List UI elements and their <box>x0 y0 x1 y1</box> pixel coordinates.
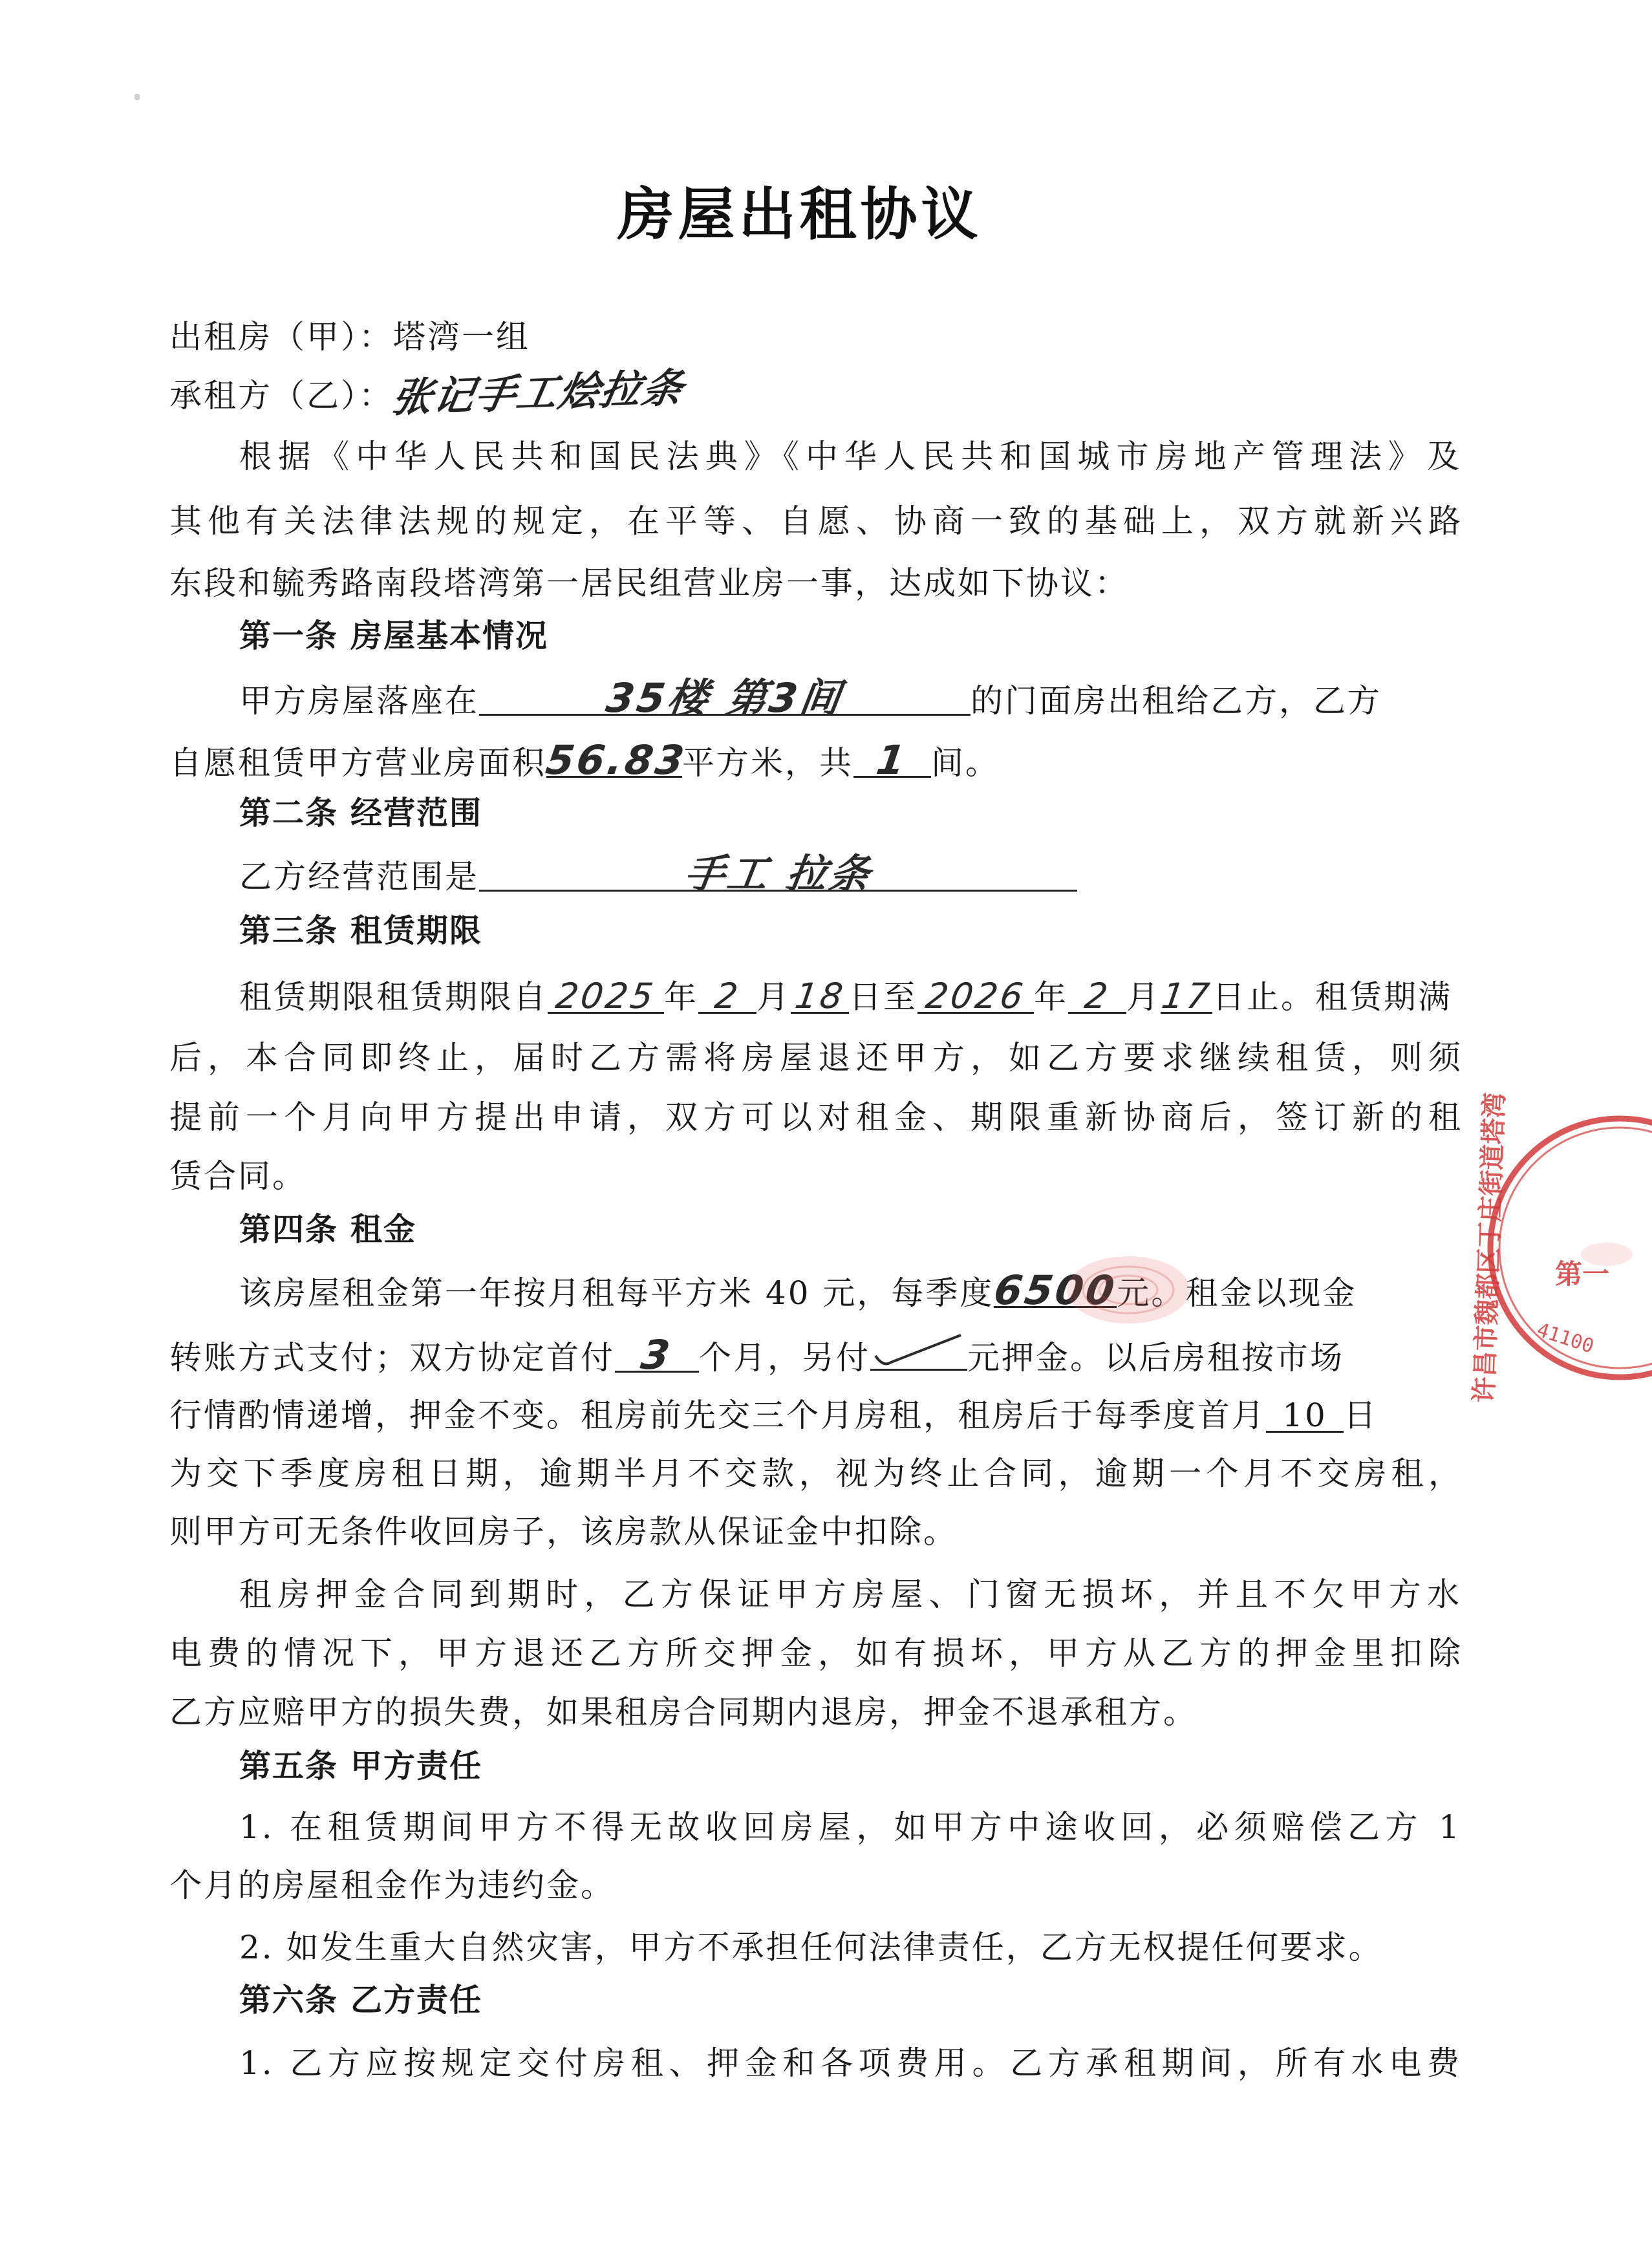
article-6-heading: 第六条 乙方责任 <box>239 1982 483 2019</box>
start-month-field <box>698 973 756 1014</box>
article-4-text-b: 元。租金以现金 <box>1117 1274 1357 1312</box>
article-1-line-1 <box>239 675 1461 724</box>
scope-field <box>479 850 1077 897</box>
official-seal-stamp <box>1458 1091 1652 1404</box>
start-year-field <box>548 973 664 1014</box>
article-3-text-a: 租赁期限租赁期限自 <box>239 978 548 1016</box>
end-year-handwritten: 2026 <box>923 976 1029 1016</box>
article-1-text-d: 平方米，共 <box>682 744 853 782</box>
party-a-name: 塔湾一组 <box>393 318 530 356</box>
pay-day-field <box>1266 1392 1344 1433</box>
article-3-line-4: 赁合同。 <box>169 1157 306 1195</box>
article-4-text-g: 日 <box>1344 1397 1378 1434</box>
article-6-item-1: 1. 乙方应按规定交付房租、押金和各项费用。乙方承租期间，所有水电费 <box>239 2044 1461 2082</box>
area-field <box>542 736 690 784</box>
article-4-line-5: 则甲方可无条件收回房子，该房款从保证金中扣除。 <box>169 1513 958 1550</box>
article-1-text-b: 的门面房出租给乙方，乙方 <box>971 682 1382 720</box>
article-4-text-d: 个月，另付 <box>699 1339 870 1377</box>
article-1-heading: 第一条 房屋基本情况 <box>239 617 549 654</box>
article-4-line-4: 为交下季度房租日期，逾期半月不交款，视为终止合同，逾期一个月不交房租， <box>169 1455 1463 1492</box>
article-3-heading: 第三条 租赁期限 <box>239 912 483 949</box>
article-4-para2-line-3: 乙方应赔甲方的损失费，如果租房合同期内退房，押金不退承租方。 <box>169 1693 1197 1731</box>
article-3-line-1 <box>239 973 1461 1020</box>
end-day-handwritten: 17 <box>1159 976 1214 1016</box>
year-unit: 年 <box>664 978 698 1016</box>
seal-code: 41100 <box>1534 1318 1597 1358</box>
seal-text-2: 第一 <box>1555 1258 1610 1290</box>
article-3-to: 日至 <box>849 978 917 1016</box>
pay-day-value: 10 <box>1282 1397 1327 1434</box>
party-a-line <box>169 314 1463 360</box>
deposit-strike-mark <box>870 1330 967 1369</box>
article-4-text-f: 行情酌情递增，押金不变。租房前先交三个月房租，租房后于每季度首月 <box>169 1397 1266 1434</box>
start-day-field <box>791 973 849 1014</box>
end-month-handwritten: 2 <box>1082 976 1113 1016</box>
month-unit: 月 <box>756 978 791 1016</box>
end-year-field <box>917 973 1034 1014</box>
first-months-handwritten: 3 <box>638 1331 676 1378</box>
start-month-handwritten: 2 <box>712 976 743 1016</box>
article-4-line-3 <box>169 1392 1463 1439</box>
article-3-text-b: 日止。租赁期满 <box>1212 978 1452 1016</box>
fingerprint-mark <box>1060 1251 1196 1329</box>
article-3-line-3: 提前一个月向甲方提出申请，双方可以对租金、期限重新协商后，签订新的租 <box>169 1098 1463 1136</box>
article-3-line-2: 后，本合同即终止，届时乙方需将房屋退还甲方，如乙方要求继续租赁，则须 <box>169 1039 1463 1077</box>
article-4-line-2 <box>169 1330 1463 1381</box>
article-1-text-a: 甲方房屋落座在 <box>239 682 479 720</box>
article-4-text-c: 转账方式支付；双方协定首付 <box>169 1339 615 1377</box>
location-handwritten: 35楼 第3间 <box>603 674 846 722</box>
article-5-heading: 第五条 甲方责任 <box>239 1748 483 1784</box>
preamble-line-3: 东段和毓秀路南段塔湾第一居民组营业房一事，达成如下协议： <box>169 564 1129 602</box>
article-4-para2-line-2: 电费的情况下，甲方退还乙方所交押金，如有损坏，甲方从乙方的押金里扣除 <box>169 1634 1463 1672</box>
quarterly-rent-handwritten: 6500 <box>991 1267 1120 1314</box>
article-1-text-e: 间。 <box>931 744 1000 782</box>
article-2-line-1 <box>239 851 1461 900</box>
month-unit: 月 <box>1126 978 1161 1016</box>
article-2-text-a: 乙方经营范围是 <box>239 858 479 895</box>
start-year-handwritten: 2025 <box>553 976 659 1016</box>
article-4-heading: 第四条 租金 <box>239 1211 417 1248</box>
document-title: 房屋出租协议 <box>617 181 982 248</box>
end-month-field <box>1068 973 1126 1014</box>
start-day-handwritten: 18 <box>792 976 848 1016</box>
scope-handwritten: 手工 拉条 <box>681 850 875 897</box>
article-1-text-c: 自愿租赁甲方营业房面积 <box>169 744 546 782</box>
article-4-text-a: 该房屋租金第一年按月租每平方米 40 元，每季度 <box>239 1274 994 1312</box>
location-field <box>479 674 971 722</box>
article-5-item-1-line-1: 1. 在租赁期间甲方不得无故收回房屋，如甲方中途收回，必须赔偿乙方 1 <box>239 1808 1461 1846</box>
area-handwritten: 56.83 <box>542 736 690 784</box>
article-1-line-2 <box>169 737 1463 786</box>
first-months-field <box>615 1331 699 1378</box>
preamble-line-1: 根据《中华人民共和国民法典》《中华人民共和国城市房地产管理法》及 <box>239 438 1461 475</box>
scan-speck <box>134 94 140 100</box>
end-day-field <box>1161 973 1212 1014</box>
year-unit: 年 <box>1034 978 1068 1016</box>
deposit-field <box>870 1330 967 1371</box>
article-5-item-2: 2. 如发生重大自然灾害，甲方不承担任何法律责任，乙方无权提任何要求。 <box>239 1929 1383 1966</box>
rooms-handwritten: 1 <box>874 736 911 784</box>
party-b-handwritten-name: 张记手工烩拉条 <box>388 364 689 422</box>
seal-text: 许昌市魏都区丁庄街道塔湾 <box>1469 1091 1510 1404</box>
rooms-field <box>853 736 931 784</box>
party-b-label: 承租方（乙）： <box>169 377 393 414</box>
preamble-line-2: 其他有关法律法规的规定，在平等、自愿、协商一致的基础上，双方就新兴路 <box>169 502 1463 540</box>
article-4-text-e: 元押金。以后房租按市场 <box>967 1339 1344 1377</box>
article-4-line-1 <box>239 1267 1461 1316</box>
article-4-para2-line-1: 租房押金合同到期时，乙方保证甲方房屋、门窗无损坏，并且不欠甲方水 <box>239 1576 1461 1613</box>
party-a-label: 出租房（甲）： <box>169 318 393 356</box>
article-5-item-1-line-2: 个月的房屋租金作为违约金。 <box>169 1867 615 1904</box>
article-2-heading: 第二条 经营范围 <box>239 795 483 831</box>
party-b-line <box>169 364 1463 422</box>
